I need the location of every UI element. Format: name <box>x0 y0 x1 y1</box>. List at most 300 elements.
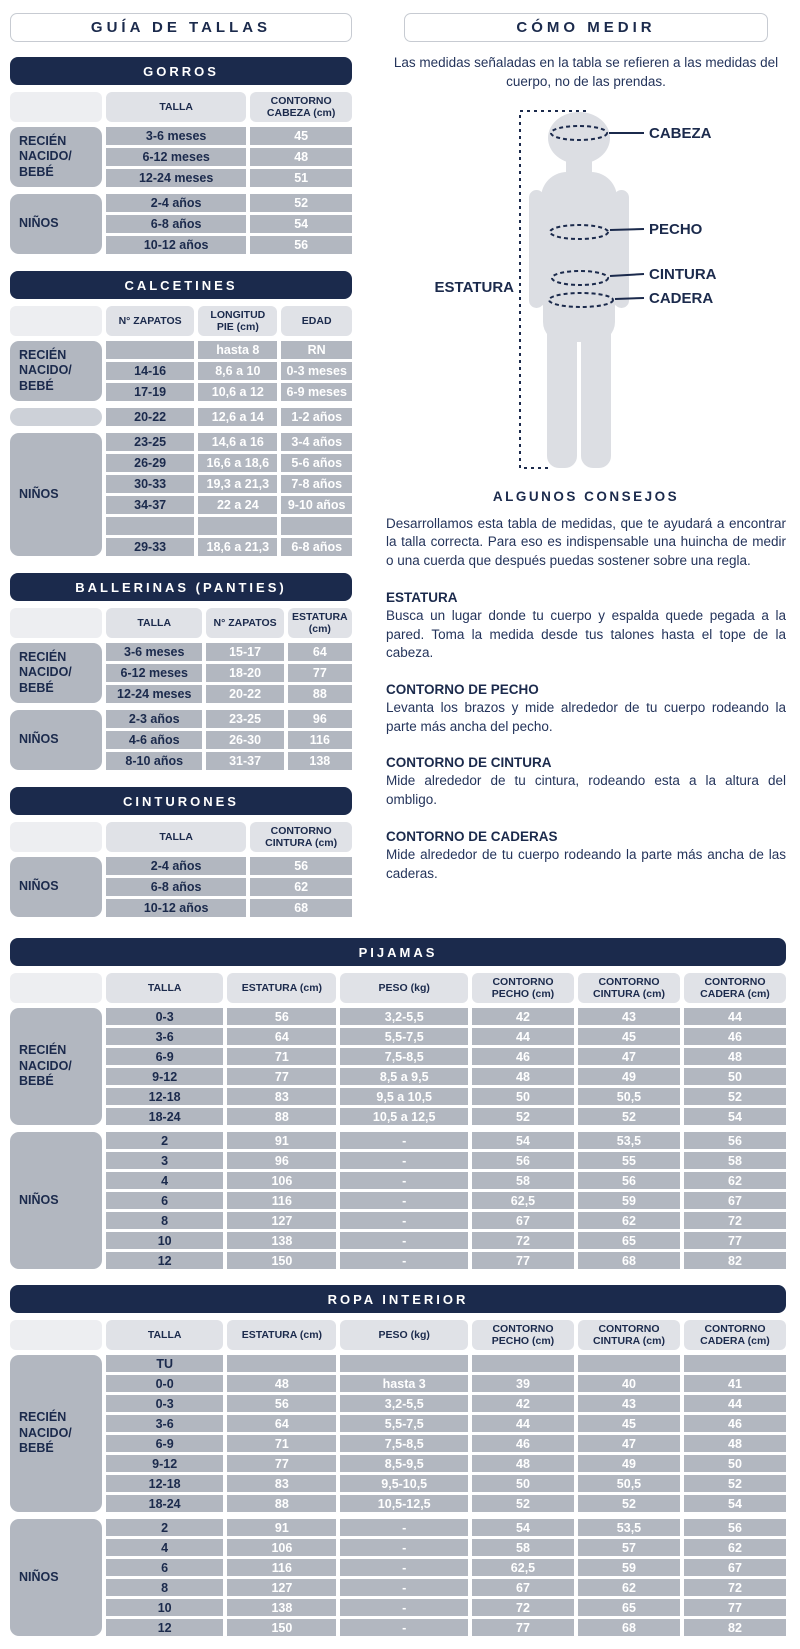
data-cell: 44 <box>684 1395 786 1412</box>
data-cell: hasta 3 <box>340 1375 468 1392</box>
data-cell: 30-33 <box>106 475 194 493</box>
column-header: ESTATURA (cm) <box>227 1320 336 1350</box>
data-cell: - <box>340 1252 468 1269</box>
tip-heading: CONTORNO DE PECHO <box>386 681 539 697</box>
row-group-rows <box>106 194 352 254</box>
table-row <box>106 752 352 770</box>
tip-item <box>386 681 786 736</box>
data-cell: RN <box>281 341 352 359</box>
row-group-label: NIÑOS <box>10 857 102 917</box>
table-row <box>106 878 352 896</box>
table-row <box>106 1028 786 1045</box>
data-cell: 3-6 <box>106 1415 223 1432</box>
top-section <box>10 12 786 934</box>
tip-text: Mide alrededor de tu cuerpo rodeando la parte más ancha de las caderas. <box>386 846 786 881</box>
data-cell: 65 <box>578 1232 680 1249</box>
data-cell: 40 <box>578 1375 680 1392</box>
data-cell: 12-18 <box>106 1475 223 1492</box>
table-row <box>106 538 352 556</box>
table-row <box>106 433 352 451</box>
data-cell: 150 <box>227 1252 336 1269</box>
data-cell <box>198 517 277 535</box>
data-cell: 9-12 <box>106 1455 223 1472</box>
data-cell: 6 <box>106 1192 223 1209</box>
table-row <box>106 643 352 661</box>
table-row <box>106 454 352 472</box>
data-cell: 52 <box>684 1088 786 1105</box>
data-cell: TU <box>106 1355 223 1372</box>
data-cell: - <box>340 1559 468 1576</box>
data-cell <box>227 1355 336 1372</box>
data-cell: 91 <box>227 1132 336 1149</box>
data-cell: 12-24 meses <box>106 169 246 187</box>
row-group-rows <box>106 1132 786 1269</box>
data-cell: 6-9 meses <box>281 383 352 401</box>
data-cell: 106 <box>227 1172 336 1189</box>
data-cell: 5-6 años <box>281 454 352 472</box>
data-cell <box>472 1355 574 1372</box>
data-cell: 22 a 24 <box>198 496 277 514</box>
data-cell: 54 <box>684 1108 786 1125</box>
data-cell: - <box>340 1539 468 1556</box>
tip-heading: CONTORNO DE CINTURA <box>386 755 552 771</box>
data-cell: 3-6 meses <box>106 127 246 145</box>
column-header: CONTORNO PECHO (cm) <box>472 1320 574 1350</box>
size-tables-column <box>10 12 352 934</box>
data-cell: 44 <box>472 1415 574 1432</box>
table-row <box>106 1619 786 1636</box>
column-header: EDAD <box>281 306 352 336</box>
data-cell: 2 <box>106 1132 223 1149</box>
table-row <box>106 362 352 380</box>
data-cell: 71 <box>227 1048 336 1065</box>
data-cell: 56 <box>227 1008 336 1025</box>
row-group-label: NIÑOS <box>10 1132 102 1269</box>
page-title-left <box>10 13 352 42</box>
data-cell: 91 <box>227 1519 336 1536</box>
data-cell: 20-22 <box>106 408 194 426</box>
data-cell: 12-18 <box>106 1088 223 1105</box>
column-header: ESTATURA (cm) <box>288 608 352 638</box>
data-cell: 67 <box>472 1579 574 1596</box>
table-corner-cell <box>10 608 102 638</box>
table-row <box>106 1375 786 1392</box>
data-cell <box>106 517 194 535</box>
column-header: PESO (kg) <box>340 1320 468 1350</box>
data-cell: 58 <box>472 1172 574 1189</box>
measure-label-cabeza: CABEZA <box>649 124 712 142</box>
table-header-row <box>10 306 352 336</box>
data-cell: 56 <box>250 857 352 875</box>
data-cell: - <box>340 1619 468 1636</box>
data-cell: - <box>340 1232 468 1249</box>
table-header-row <box>10 92 352 122</box>
data-cell: 46 <box>472 1435 574 1452</box>
table-row <box>106 857 352 875</box>
data-cell <box>106 341 194 359</box>
row-group-label: NIÑOS <box>10 194 102 254</box>
data-cell: 88 <box>227 1495 336 1512</box>
table-row <box>106 408 352 426</box>
data-cell: - <box>340 1212 468 1229</box>
data-cell: 26-30 <box>206 731 283 749</box>
data-cell: 56 <box>227 1395 336 1412</box>
data-cell: 64 <box>288 643 352 661</box>
section-title-bar: PIJAMAS <box>10 938 786 966</box>
data-cell: 72 <box>472 1232 574 1249</box>
data-cell: 58 <box>684 1152 786 1169</box>
data-cell: 72 <box>472 1599 574 1616</box>
how-to-measure-column <box>386 12 786 934</box>
data-cell <box>340 1355 468 1372</box>
table-row <box>106 194 352 212</box>
measure-label-estatura: ESTATURA <box>434 278 514 296</box>
data-cell: 10,6 a 12 <box>198 383 277 401</box>
column-header: LONGITUD PIE (cm) <box>198 306 277 336</box>
data-cell: 77 <box>472 1619 574 1636</box>
table-row <box>106 731 352 749</box>
measure-label-cintura: CINTURA <box>649 265 717 283</box>
table-row <box>106 1395 786 1412</box>
data-cell: 12 <box>106 1252 223 1269</box>
data-cell: 43 <box>578 1008 680 1025</box>
column-header: N° ZAPATOS <box>206 608 283 638</box>
tip-item <box>386 828 786 883</box>
data-cell: 64 <box>227 1415 336 1432</box>
row-group-label: RECIÉN NACIDO/ BEBÉ <box>10 1355 102 1512</box>
section-title-bar: ROPA INTERIOR <box>10 1285 786 1313</box>
data-cell: 8,6 a 10 <box>198 362 277 380</box>
data-cell: 62 <box>250 878 352 896</box>
data-cell: 3,2-5,5 <box>340 1008 468 1025</box>
body-diagram-svg <box>386 96 774 478</box>
measure-intro-text: Las medidas señaladas en la tabla se refieren a las medidas del cuerpo, no de las prendas. <box>393 55 779 89</box>
table-corner-cell <box>10 822 102 852</box>
data-cell: - <box>340 1579 468 1596</box>
row-group-label: RECIÉN NACIDO/ BEBÉ <box>10 341 102 401</box>
table-row <box>106 1192 786 1209</box>
table-row <box>106 1068 786 1085</box>
data-cell: 8-10 años <box>106 752 202 770</box>
data-cell: 138 <box>227 1599 336 1616</box>
table-row <box>106 1088 786 1105</box>
data-cell: 138 <box>288 752 352 770</box>
data-cell: 50 <box>684 1068 786 1085</box>
data-cell: 2-3 años <box>106 710 202 728</box>
column-header: TALLA <box>106 822 246 852</box>
data-cell: 7,5-8,5 <box>340 1435 468 1452</box>
table-row <box>106 1435 786 1452</box>
data-cell: 77 <box>288 664 352 682</box>
data-cell: 68 <box>578 1252 680 1269</box>
data-cell: 6-8 años <box>106 215 246 233</box>
data-cell: 41 <box>684 1375 786 1392</box>
child-silhouette <box>529 112 629 468</box>
column-header: TALLA <box>106 92 246 122</box>
table-row <box>106 1048 786 1065</box>
data-cell: - <box>340 1192 468 1209</box>
data-cell: 9-12 <box>106 1068 223 1085</box>
data-cell: 150 <box>227 1619 336 1636</box>
row-group-label: RECIÉN NACIDO/ BEBÉ <box>10 1008 102 1125</box>
data-cell: 62 <box>578 1212 680 1229</box>
data-cell: 6-12 meses <box>106 664 202 682</box>
data-cell: 8 <box>106 1212 223 1229</box>
table-pijamas <box>10 938 786 1269</box>
row-group-rows <box>106 1519 786 1636</box>
data-cell: 106 <box>227 1539 336 1556</box>
column-header: TALLA <box>106 608 202 638</box>
table-row <box>106 1152 786 1169</box>
data-cell: 10,5 a 12,5 <box>340 1108 468 1125</box>
data-cell: 19,3 a 21,3 <box>198 475 277 493</box>
data-cell: 77 <box>472 1252 574 1269</box>
table-corner-cell <box>10 92 102 122</box>
data-cell: 77 <box>684 1232 786 1249</box>
row-group-label <box>10 408 102 426</box>
data-cell: 18,6 a 21,3 <box>198 538 277 556</box>
data-cell: 3 <box>106 1152 223 1169</box>
page-title-right-text: CÓMO MEDIR <box>516 19 656 36</box>
data-cell: 26-29 <box>106 454 194 472</box>
table-row <box>106 1108 786 1125</box>
table-row <box>106 496 352 514</box>
data-cell: 45 <box>578 1028 680 1045</box>
data-cell: 15-17 <box>206 643 283 661</box>
data-cell: 4 <box>106 1539 223 1556</box>
data-cell: 20-22 <box>206 685 283 703</box>
data-cell: 88 <box>288 685 352 703</box>
row-group <box>10 1132 786 1269</box>
row-group <box>10 1519 786 1636</box>
data-cell: 43 <box>578 1395 680 1412</box>
data-cell: 6 <box>106 1559 223 1576</box>
data-cell: 127 <box>227 1212 336 1229</box>
left-tables-container <box>10 57 352 917</box>
data-cell: 56 <box>472 1152 574 1169</box>
column-header: CONTORNO CINTURA (cm) <box>578 973 680 1003</box>
tip-text: Mide alrededor de tu cintura, rodeando esta a la altura del ombligo. <box>386 773 786 808</box>
measure-label-pecho: PECHO <box>649 220 703 238</box>
data-cell: 77 <box>227 1455 336 1472</box>
row-group-rows <box>106 433 352 556</box>
data-cell: 53,5 <box>578 1519 680 1536</box>
data-cell: 72 <box>684 1212 786 1229</box>
data-cell: 116 <box>227 1192 336 1209</box>
data-cell: 52 <box>578 1495 680 1512</box>
table-row <box>106 1355 786 1372</box>
data-cell: - <box>340 1172 468 1189</box>
data-cell <box>281 517 352 535</box>
row-group-rows <box>106 1355 786 1512</box>
data-cell: 44 <box>684 1008 786 1025</box>
table-row <box>106 1252 786 1269</box>
data-cell: 23-25 <box>206 710 283 728</box>
data-cell: 17-19 <box>106 383 194 401</box>
row-group-rows <box>106 127 352 187</box>
data-cell: - <box>340 1152 468 1169</box>
table-corner-cell <box>10 973 102 1003</box>
row-group-rows <box>106 341 352 401</box>
data-cell: 67 <box>684 1192 786 1209</box>
data-cell: 53,5 <box>578 1132 680 1149</box>
row-group <box>10 1355 786 1512</box>
data-cell: 56 <box>684 1519 786 1536</box>
data-cell: 6-12 meses <box>106 148 246 166</box>
table-row <box>106 664 352 682</box>
table-row <box>106 341 352 359</box>
row-group-label: RECIÉN NACIDO/ BEBÉ <box>10 643 102 703</box>
row-group <box>10 433 352 556</box>
column-header: TALLA <box>106 1320 223 1350</box>
table-row <box>106 1172 786 1189</box>
data-cell: 6-8 años <box>106 878 246 896</box>
row-group-rows <box>106 643 352 703</box>
data-cell: 56 <box>250 236 352 254</box>
data-cell: 96 <box>227 1152 336 1169</box>
tip-text: Busca un lugar donde tu cuerpo y espalda quede pegada a la pared. Toma la medida desde tus talones hasta el tope de la cabeza. <box>386 607 786 661</box>
data-cell: 54 <box>250 215 352 233</box>
data-cell: 16,6 a 18,6 <box>198 454 277 472</box>
data-cell: 7,5-8,5 <box>340 1048 468 1065</box>
column-header: CONTORNO CABEZA (cm) <box>250 92 352 122</box>
table-header-row <box>10 1320 786 1350</box>
data-cell: 82 <box>684 1252 786 1269</box>
table-row <box>106 127 352 145</box>
data-cell: 23-25 <box>106 433 194 451</box>
row-group-rows <box>106 710 352 770</box>
data-cell: 1-2 años <box>281 408 352 426</box>
data-cell: 4-6 años <box>106 731 202 749</box>
table-row <box>106 899 352 917</box>
data-cell: 0-3 <box>106 1008 223 1025</box>
data-cell: 52 <box>250 194 352 212</box>
row-group-label: RECIÉN NACIDO/ BEBÉ <box>10 127 102 187</box>
data-cell <box>684 1355 786 1372</box>
data-cell: 68 <box>250 899 352 917</box>
row-group <box>10 194 352 254</box>
data-cell: 6-8 años <box>281 538 352 556</box>
data-cell: 59 <box>578 1559 680 1576</box>
data-cell: 2 <box>106 1519 223 1536</box>
column-header: CONTORNO CADERA (cm) <box>684 973 786 1003</box>
table-row <box>106 685 352 703</box>
row-group <box>10 341 352 401</box>
data-cell: hasta 8 <box>198 341 277 359</box>
data-cell: 39 <box>472 1375 574 1392</box>
data-cell: 10 <box>106 1599 223 1616</box>
data-cell: 49 <box>578 1068 680 1085</box>
data-cell: 12-24 meses <box>106 685 202 703</box>
data-cell: 10,5-12,5 <box>340 1495 468 1512</box>
column-header: N° ZAPATOS <box>106 306 194 336</box>
data-cell: 67 <box>684 1559 786 1576</box>
data-cell: 55 <box>578 1152 680 1169</box>
table-row <box>106 475 352 493</box>
data-cell: 67 <box>472 1212 574 1229</box>
data-cell: 54 <box>472 1519 574 1536</box>
table-header-row <box>10 608 352 638</box>
row-group-label: NIÑOS <box>10 433 102 556</box>
row-group <box>10 127 352 187</box>
table-row <box>106 1475 786 1492</box>
data-cell: 52 <box>578 1108 680 1125</box>
section-title-bar: CALCETINES <box>10 271 352 299</box>
table-row <box>106 1232 786 1249</box>
data-cell: 48 <box>684 1435 786 1452</box>
data-cell <box>578 1355 680 1372</box>
table-row <box>106 1599 786 1616</box>
data-cell: 56 <box>578 1172 680 1189</box>
data-cell: 47 <box>578 1435 680 1452</box>
tip-heading: CONTORNO DE CADERAS <box>386 828 558 844</box>
data-cell: 116 <box>227 1559 336 1576</box>
data-cell: 48 <box>472 1068 574 1085</box>
tip-text: Levanta los brazos y mide alrededor de tu cuerpo rodeando la parte más ancha del pecho. <box>386 699 786 734</box>
table-row <box>106 1519 786 1536</box>
data-cell: 3-6 meses <box>106 643 202 661</box>
data-cell: 116 <box>288 731 352 749</box>
data-cell: 3-4 años <box>281 433 352 451</box>
measure-label-cadera: CADERA <box>649 289 714 307</box>
column-header: CONTORNO CINTURA (cm) <box>250 822 352 852</box>
data-cell: 46 <box>684 1415 786 1432</box>
table-ballerinas <box>10 573 352 770</box>
data-cell: 96 <box>288 710 352 728</box>
data-cell: 0-3 <box>106 1395 223 1412</box>
table-calcetines <box>10 271 352 556</box>
data-cell: 0-0 <box>106 1375 223 1392</box>
table-header-row <box>10 973 786 1003</box>
table-row <box>106 1455 786 1472</box>
row-group <box>10 643 352 703</box>
data-cell: 138 <box>227 1232 336 1249</box>
tips-heading: ALGUNOS CONSEJOS <box>492 488 680 504</box>
data-cell: 50 <box>472 1088 574 1105</box>
tips-intro-text: Desarrollamos esta tabla de medidas, que te ayudará a encontrar la talla correcta. Para eso es indispensable una huincha de medir o una cuerda que después puedas sostener sobre una regla. <box>386 515 786 569</box>
data-cell: 46 <box>684 1028 786 1045</box>
data-cell: 47 <box>578 1048 680 1065</box>
row-group <box>10 408 352 426</box>
table-row <box>106 1579 786 1596</box>
data-cell: 48 <box>227 1375 336 1392</box>
row-group-rows <box>106 408 352 426</box>
data-cell: 6-9 <box>106 1048 223 1065</box>
wide-tables-container <box>10 938 786 1636</box>
row-group <box>10 1008 786 1125</box>
table-cinturones <box>10 787 352 917</box>
data-cell: 14,6 a 16 <box>198 433 277 451</box>
row-group <box>10 857 352 917</box>
table-row <box>106 383 352 401</box>
data-cell: 0-3 meses <box>281 362 352 380</box>
data-cell: 83 <box>227 1088 336 1105</box>
row-group-rows <box>106 857 352 917</box>
data-cell: 48 <box>250 148 352 166</box>
data-cell: 9-10 años <box>281 496 352 514</box>
table-row <box>106 148 352 166</box>
row-group-label: NIÑOS <box>10 1519 102 1636</box>
data-cell: 62 <box>684 1539 786 1556</box>
data-cell: 83 <box>227 1475 336 1492</box>
data-cell: 54 <box>684 1495 786 1512</box>
table-row <box>106 1132 786 1149</box>
data-cell: 65 <box>578 1599 680 1616</box>
data-cell: 48 <box>684 1048 786 1065</box>
tip-item <box>386 754 786 809</box>
data-cell: 18-24 <box>106 1108 223 1125</box>
data-cell: - <box>340 1599 468 1616</box>
